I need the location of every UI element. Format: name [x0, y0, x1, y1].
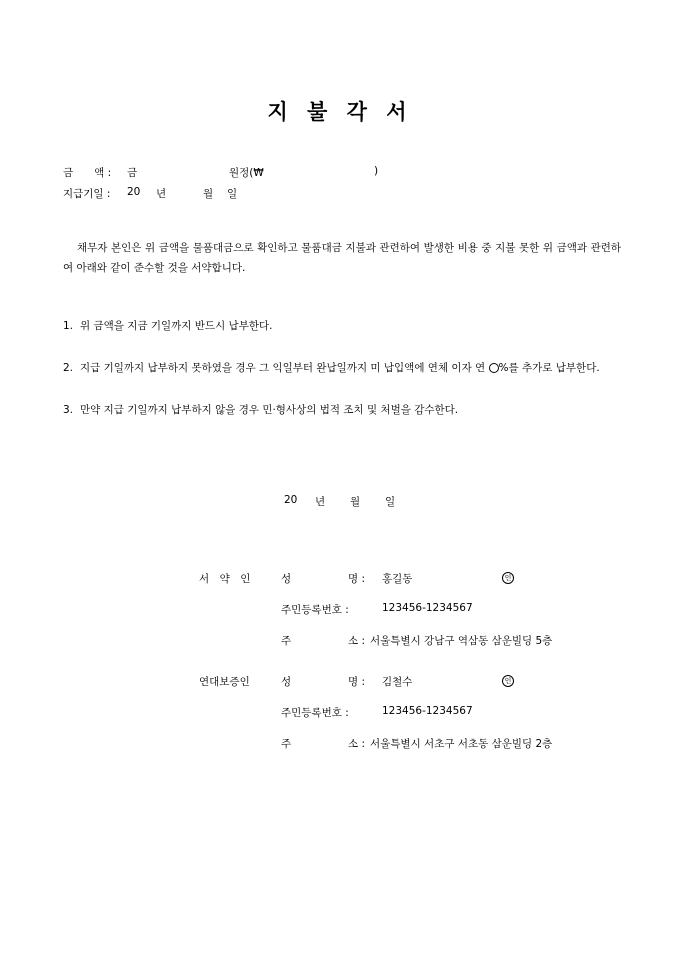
- list-item: [63, 359, 623, 377]
- guarantor-rrn: 123456-1234567: [382, 705, 473, 717]
- sign-day-unit: 일: [385, 496, 396, 508]
- item-text: 지급 기일까지 납부하지 못하였을 경우 그 익일부터 완납일까지 미 납입액에 연체 이자 연: [80, 362, 486, 374]
- sign-month-unit: 월: [350, 496, 361, 508]
- item-number: 3.: [63, 404, 74, 416]
- amount-close-paren: ): [374, 165, 379, 177]
- document-title: 지 불 각 서: [267, 100, 413, 124]
- amount-label: 금 액 :: [63, 167, 112, 179]
- sign-year-unit: 년: [315, 496, 326, 508]
- name-label-a: 성: [281, 676, 292, 688]
- due-day-unit: 일: [227, 188, 238, 200]
- due-year-unit: 년: [156, 188, 167, 200]
- item-text: 위 금액을 지금 기일까지 반드시 납부한다.: [80, 320, 273, 332]
- guarantor-name: 김철수: [382, 676, 413, 688]
- guarantor-address: 서울특별시 서초구 서초동 삼운빌딩 2층: [370, 738, 553, 750]
- item-number: 2.: [63, 362, 74, 374]
- pledge-list: [63, 293, 623, 431]
- pledger-address: 서울특별시 강남구 역삼동 삼운빌딩 5층: [370, 635, 553, 647]
- due-year: 20: [127, 186, 141, 198]
- address-label-a: 주: [281, 738, 292, 750]
- rrn-label: 주민등록번호 :: [281, 604, 349, 616]
- guarantor-role: 연대보증인: [199, 676, 250, 688]
- seal-mark: 인: [502, 675, 514, 687]
- sign-year: 20: [284, 494, 298, 506]
- list-item: [63, 401, 623, 419]
- intro-paragraph: 채무자 본인은 위 금액을 물품대금으로 확인하고 물품대금 지불과 관련하여 발생한 비용 중 지불 못한 위 금액과 관련하여 아래와 같이 준수할 것을 서약합니다.: [63, 242, 621, 274]
- name-label-b: 명 :: [348, 676, 366, 688]
- seal-mark: 인: [502, 572, 514, 584]
- item-text: 만약 지급 기일까지 납부하지 않을 경우 민·형사상의 법적 조치 및 처벌을 감수한다.: [80, 404, 459, 416]
- address-label-b: 소 :: [348, 738, 366, 750]
- pledger-rrn: 123456-1234567: [382, 602, 473, 614]
- amount-prefix: 금: [127, 167, 138, 179]
- amount-won-label: 원정(₩: [229, 167, 264, 179]
- address-label-a: 주: [281, 635, 292, 647]
- due-month-unit: 월: [203, 188, 214, 200]
- name-label-a: 성: [281, 573, 292, 585]
- name-label-b: 명 :: [348, 573, 366, 585]
- list-item: [63, 317, 623, 335]
- due-date-label: 지급기일 :: [63, 188, 111, 200]
- pledger-name: 홍길동: [382, 573, 413, 585]
- rrn-label: 주민등록번호 :: [281, 707, 349, 719]
- item-text-end: %를 추가로 납부한다.: [498, 362, 600, 374]
- address-label-b: 소 :: [348, 635, 366, 647]
- item-number: 1.: [63, 320, 74, 332]
- blank-rate-circle: [489, 363, 499, 373]
- pledger-role: 서 약 인: [199, 573, 251, 585]
